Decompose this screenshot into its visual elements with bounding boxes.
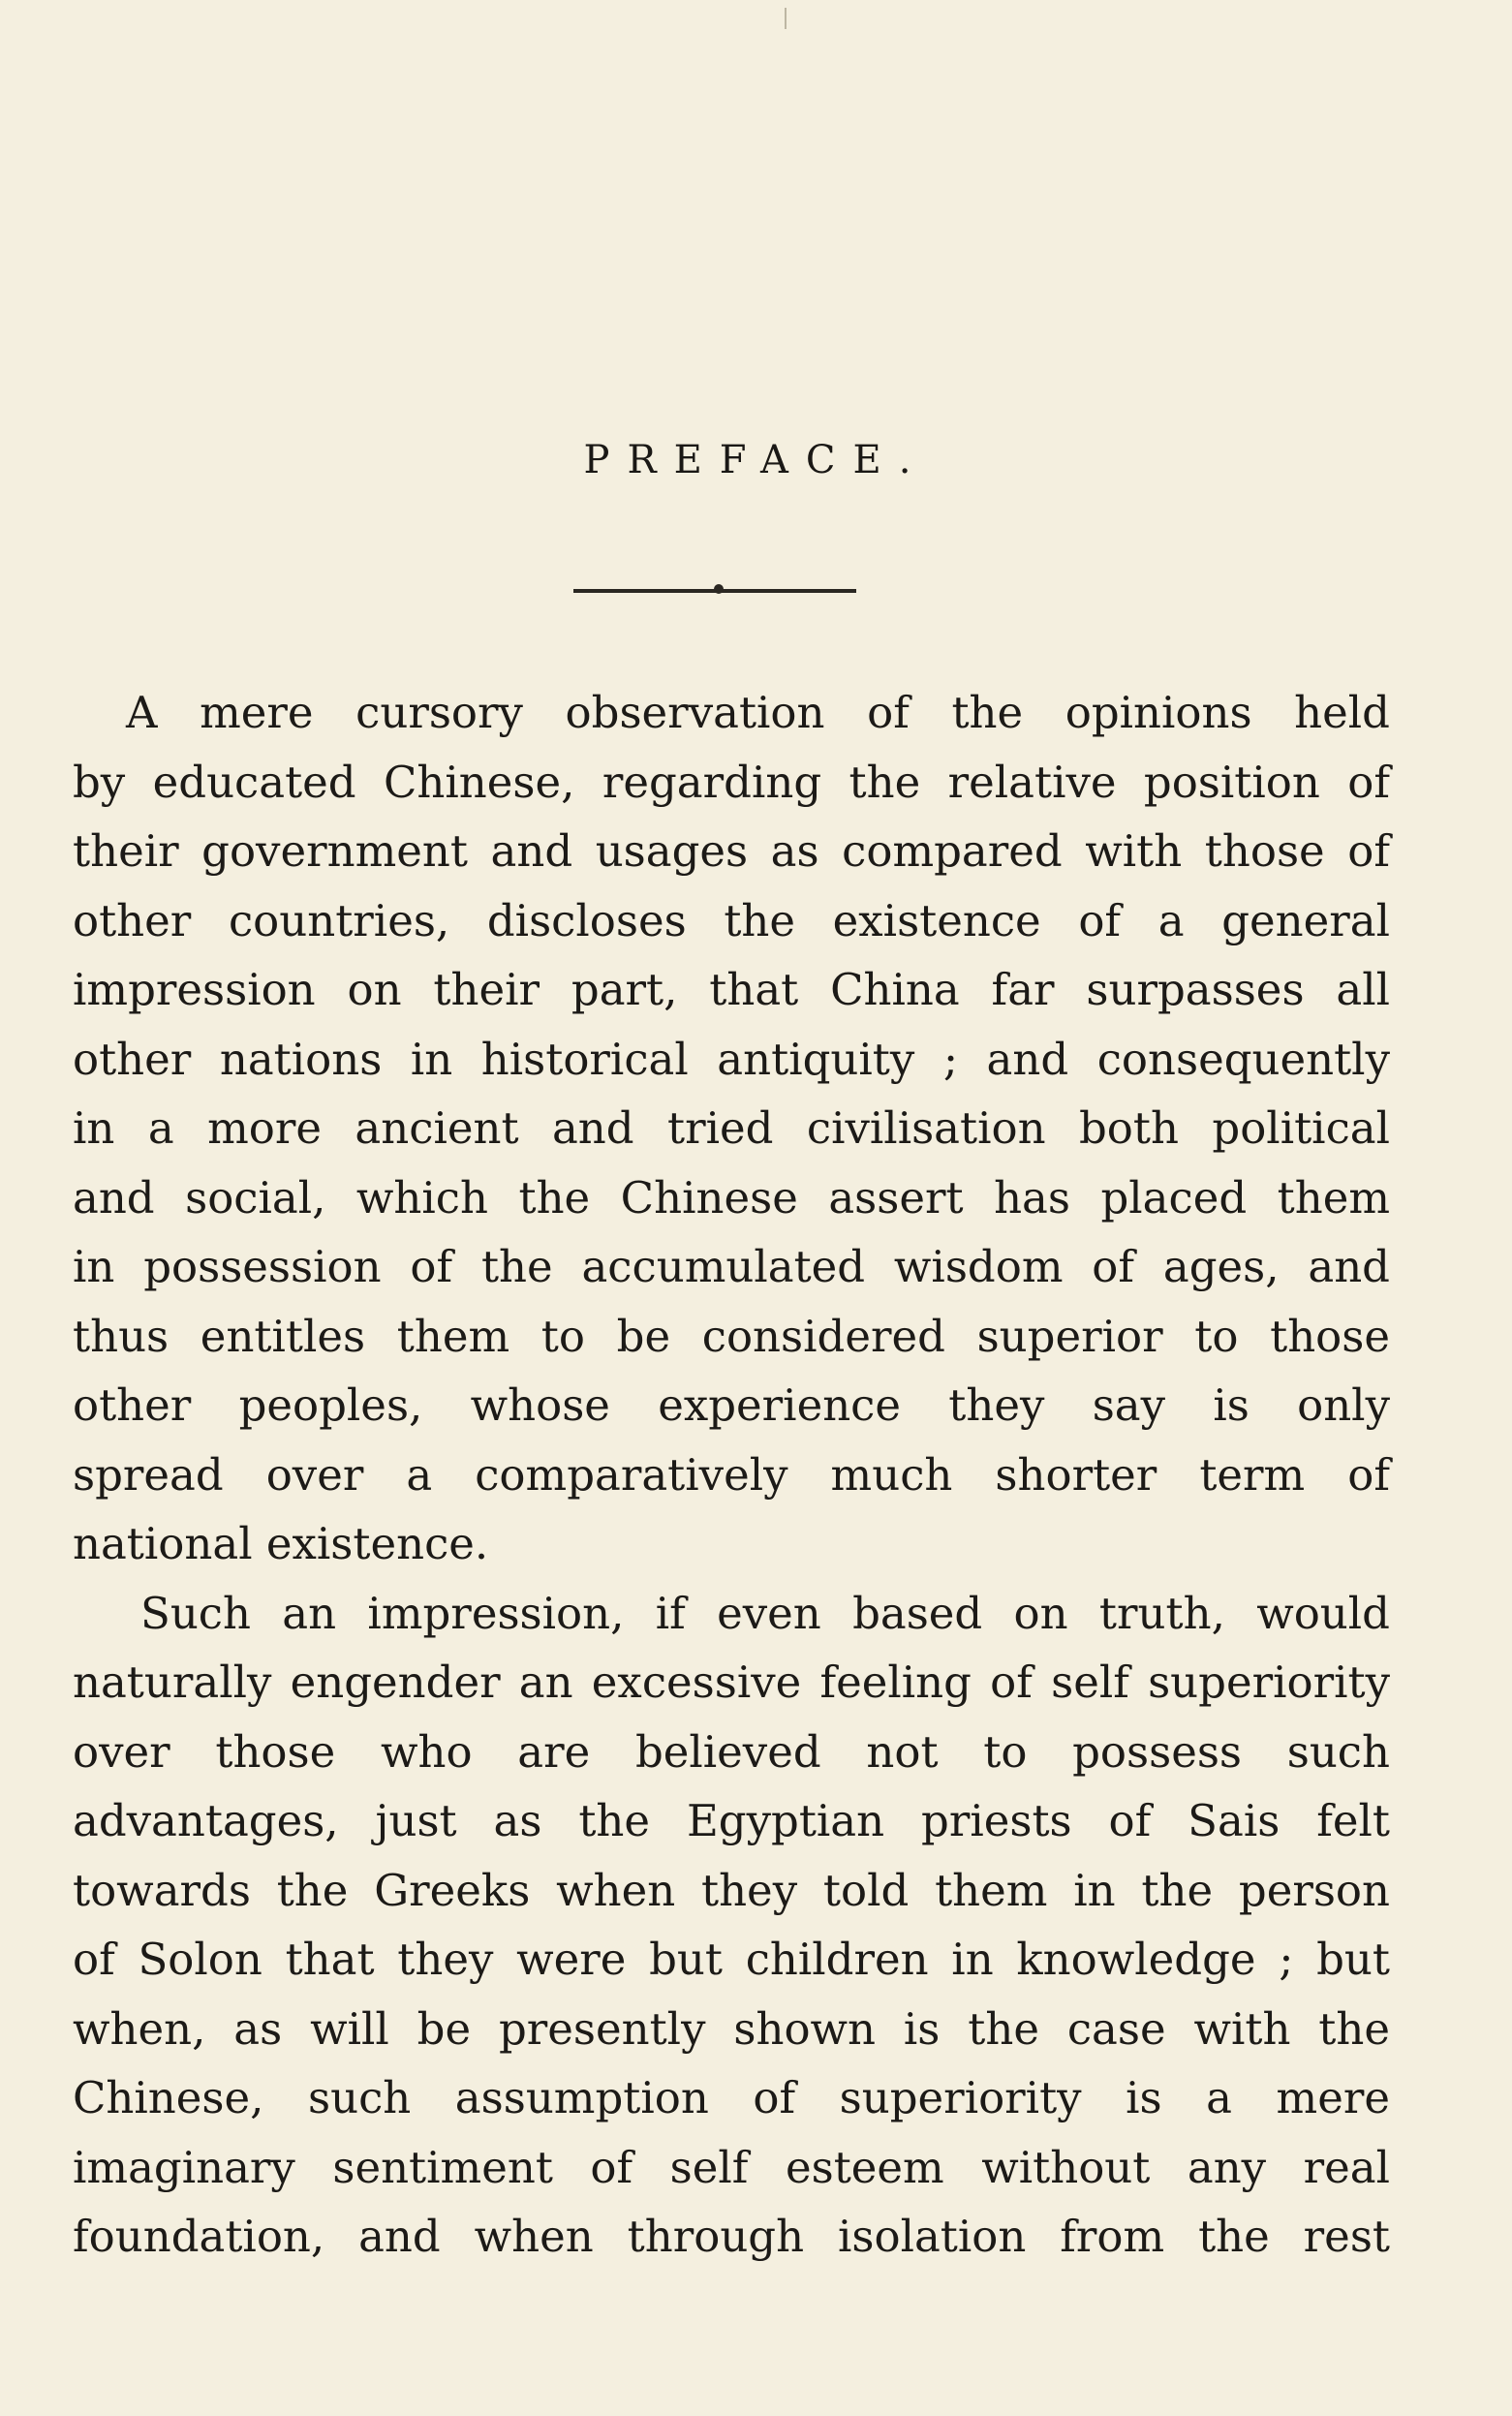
page-mark bbox=[785, 8, 787, 29]
text-line: by educated Chinese, regarding the relative position of bbox=[73, 756, 1390, 808]
text-line: imaginary sentiment of self esteem without any real bbox=[73, 2141, 1390, 2193]
text-line: when, as will be presently shown is the case with the bbox=[73, 2002, 1390, 2055]
text-line: impression on their part, that China far surpasses all bbox=[73, 964, 1390, 1015]
text-line: Chinese, such assumption of superiority is a mere bbox=[73, 2072, 1390, 2123]
text-line: over those who are believed not to possess such bbox=[73, 1725, 1390, 1778]
text-line: in possession of the accumulated wisdom of ages, and bbox=[73, 1241, 1390, 1292]
text-line: in a more ancient and tried civilisation both political bbox=[73, 1102, 1390, 1154]
text-line: foundation, and when through isolation from the rest bbox=[73, 2211, 1390, 2262]
text-line: and social, which the Chinese assert has placed them bbox=[73, 1171, 1390, 1223]
text-line: naturally engender an excessive feeling of self superiority bbox=[73, 1657, 1390, 1708]
text-line: national existence. bbox=[73, 1518, 489, 1569]
text-line: advantages, just as the Egyptian priests of Sais felt bbox=[73, 1795, 1390, 1846]
text-line: Such an impression, if even based on truth, would bbox=[140, 1587, 1390, 1639]
text-line: other countries, discloses the existence of a general bbox=[73, 894, 1390, 946]
ornamental-rule-dot bbox=[714, 584, 724, 594]
text-line: other nations in historical antiquity ; and consequently bbox=[73, 1033, 1390, 1085]
text-line: A mere cursory observation of the opinions held bbox=[126, 687, 1390, 738]
body-text bbox=[73, 678, 1390, 2272]
page-title: PREFACE. bbox=[583, 438, 929, 482]
text-line: their government and usages as compared with those of bbox=[73, 825, 1390, 877]
text-line: of Solon that they were but children in knowledge ; but bbox=[73, 1934, 1390, 1985]
text-line: spread over a comparatively much shorter term of bbox=[73, 1448, 1390, 1501]
text-line: towards the Greeks when they told them in the person bbox=[73, 1864, 1390, 1916]
text-line: other peoples, whose experience they say is only bbox=[73, 1379, 1390, 1431]
text-line: thus entitles them to be considered superior to those bbox=[73, 1310, 1390, 1362]
